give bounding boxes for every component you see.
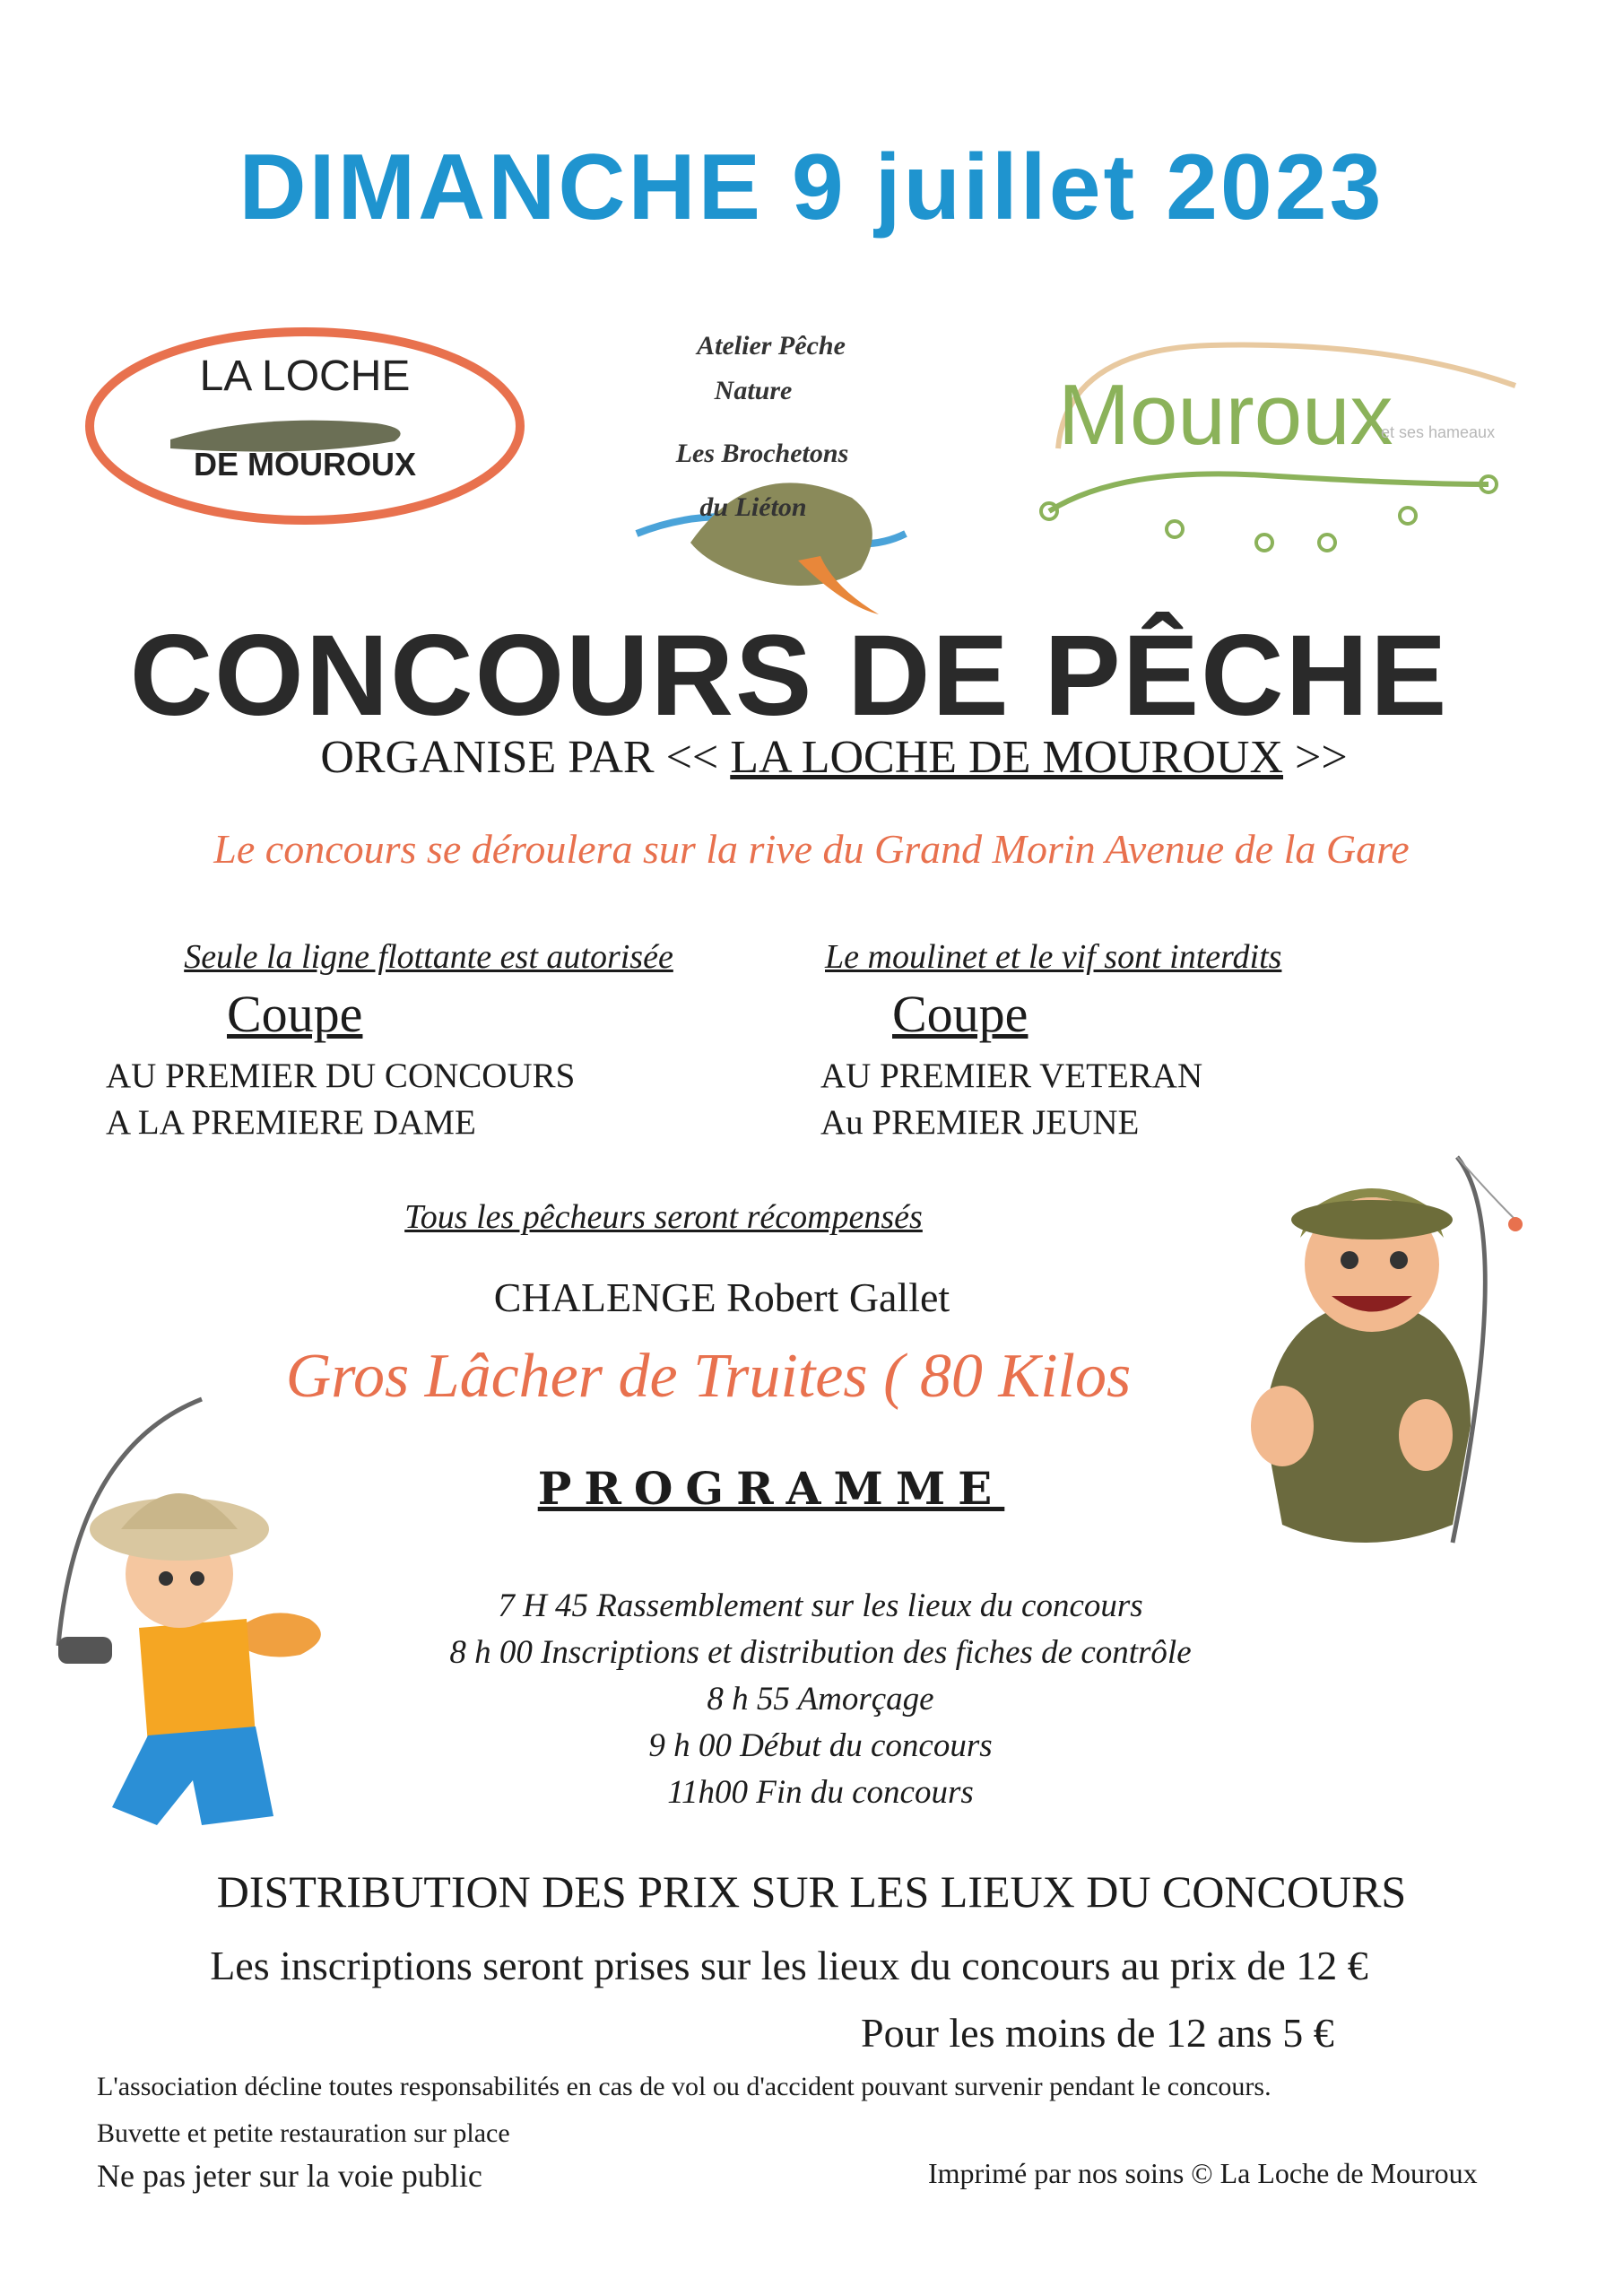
atelier-peche-logo xyxy=(619,318,924,623)
atelier-line4: du Liéton xyxy=(699,492,807,522)
printed-by: Imprimé par nos soins © La Loche de Mouroux xyxy=(928,2157,1478,2189)
atelier-line3: Les Brochetons xyxy=(675,439,849,468)
mouroux-logo-tagline: et ses hameaux xyxy=(1381,423,1496,441)
organised-club: LA LOCHE DE MOUROUX xyxy=(730,732,1284,783)
date-title: DIMANCHE 9 juillet 2023 xyxy=(239,135,1384,239)
youth-fee: Pour les moins de 12 ans 5 € xyxy=(861,2010,1334,2056)
organised-prefix: ORGANISE PAR << xyxy=(320,732,719,783)
right-column xyxy=(820,937,1466,1146)
schedule-item: 11h00 Fin du concours xyxy=(667,1774,974,1811)
organised-suffix: >> xyxy=(1295,732,1348,783)
registration-fee: Les inscriptions seront prises sur les lieux du concours au prix de 12 € xyxy=(210,1943,1368,1988)
location-text: Le concours se déroulera sur la rive du Grand Morin Avenue de la Gare xyxy=(213,826,1410,872)
loche-logo xyxy=(81,323,529,529)
loche-logo-line1: LA LOCHE xyxy=(199,352,411,400)
refreshments-note: Buvette et petite restauration sur place xyxy=(97,2118,510,2148)
right-rule: Le moulinet et le vif sont interdits xyxy=(825,938,1282,976)
schedule-item: 9 h 00 Début du concours xyxy=(648,1727,993,1764)
fisherman-illustration xyxy=(1246,1139,1542,1552)
right-prize-1: AU PREMIER VETERAN xyxy=(820,1057,1203,1095)
schedule-item: 7 H 45 Rassemblement sur les lieux du concours xyxy=(498,1587,1143,1624)
disclaimer: L'association décline toutes responsabilités en cas de vol ou d'accident pouvant survenir pendant le concours. xyxy=(97,2072,1271,2101)
schedule-list xyxy=(350,1583,1291,1816)
right-prize-2: Au PREMIER JEUNE xyxy=(820,1103,1140,1142)
left-prize-2: A LA PREMIERE DAME xyxy=(106,1103,476,1142)
schedule-item: 8 h 00 Inscriptions et distribution des fiches de contrôle xyxy=(449,1634,1192,1671)
main-title: CONCOURS DE PÊCHE xyxy=(129,612,1449,740)
kid-fishing-illustration xyxy=(22,1395,363,1843)
left-coupe: Coupe xyxy=(227,985,363,1043)
left-rule: Seule la ligne flottante est autorisée xyxy=(184,938,673,976)
atelier-line1: Atelier Pêche xyxy=(697,331,846,361)
programme-title: PROGRAMME xyxy=(537,1462,1005,1515)
do-not-litter: Ne pas jeter sur la voie public xyxy=(97,2158,482,2194)
schedule-item: 8 h 55 Amorçage xyxy=(707,1681,934,1718)
challenge-title: CHALENGE Robert Gallet xyxy=(493,1274,950,1320)
prize-distribution: DISTRIBUTION DES PRIX SUR LES LIEUX DU CONCOURS xyxy=(216,1866,1407,1917)
organised-by xyxy=(224,731,1444,784)
trout-release: Gros Lâcher de Truites ( 80 Kilos xyxy=(285,1342,1132,1411)
atelier-line2: Nature xyxy=(714,376,793,405)
mouroux-logo xyxy=(1031,332,1533,565)
mouroux-logo-name: Mouroux xyxy=(1058,367,1393,463)
left-prize-1: AU PREMIER DU CONCOURS xyxy=(106,1057,576,1095)
all-rewarded: Tous les pêcheurs seront récompensés xyxy=(404,1198,923,1236)
left-column xyxy=(106,937,751,1146)
right-coupe: Coupe xyxy=(892,985,1028,1043)
loche-logo-line2: DE MOUROUX xyxy=(193,446,417,483)
